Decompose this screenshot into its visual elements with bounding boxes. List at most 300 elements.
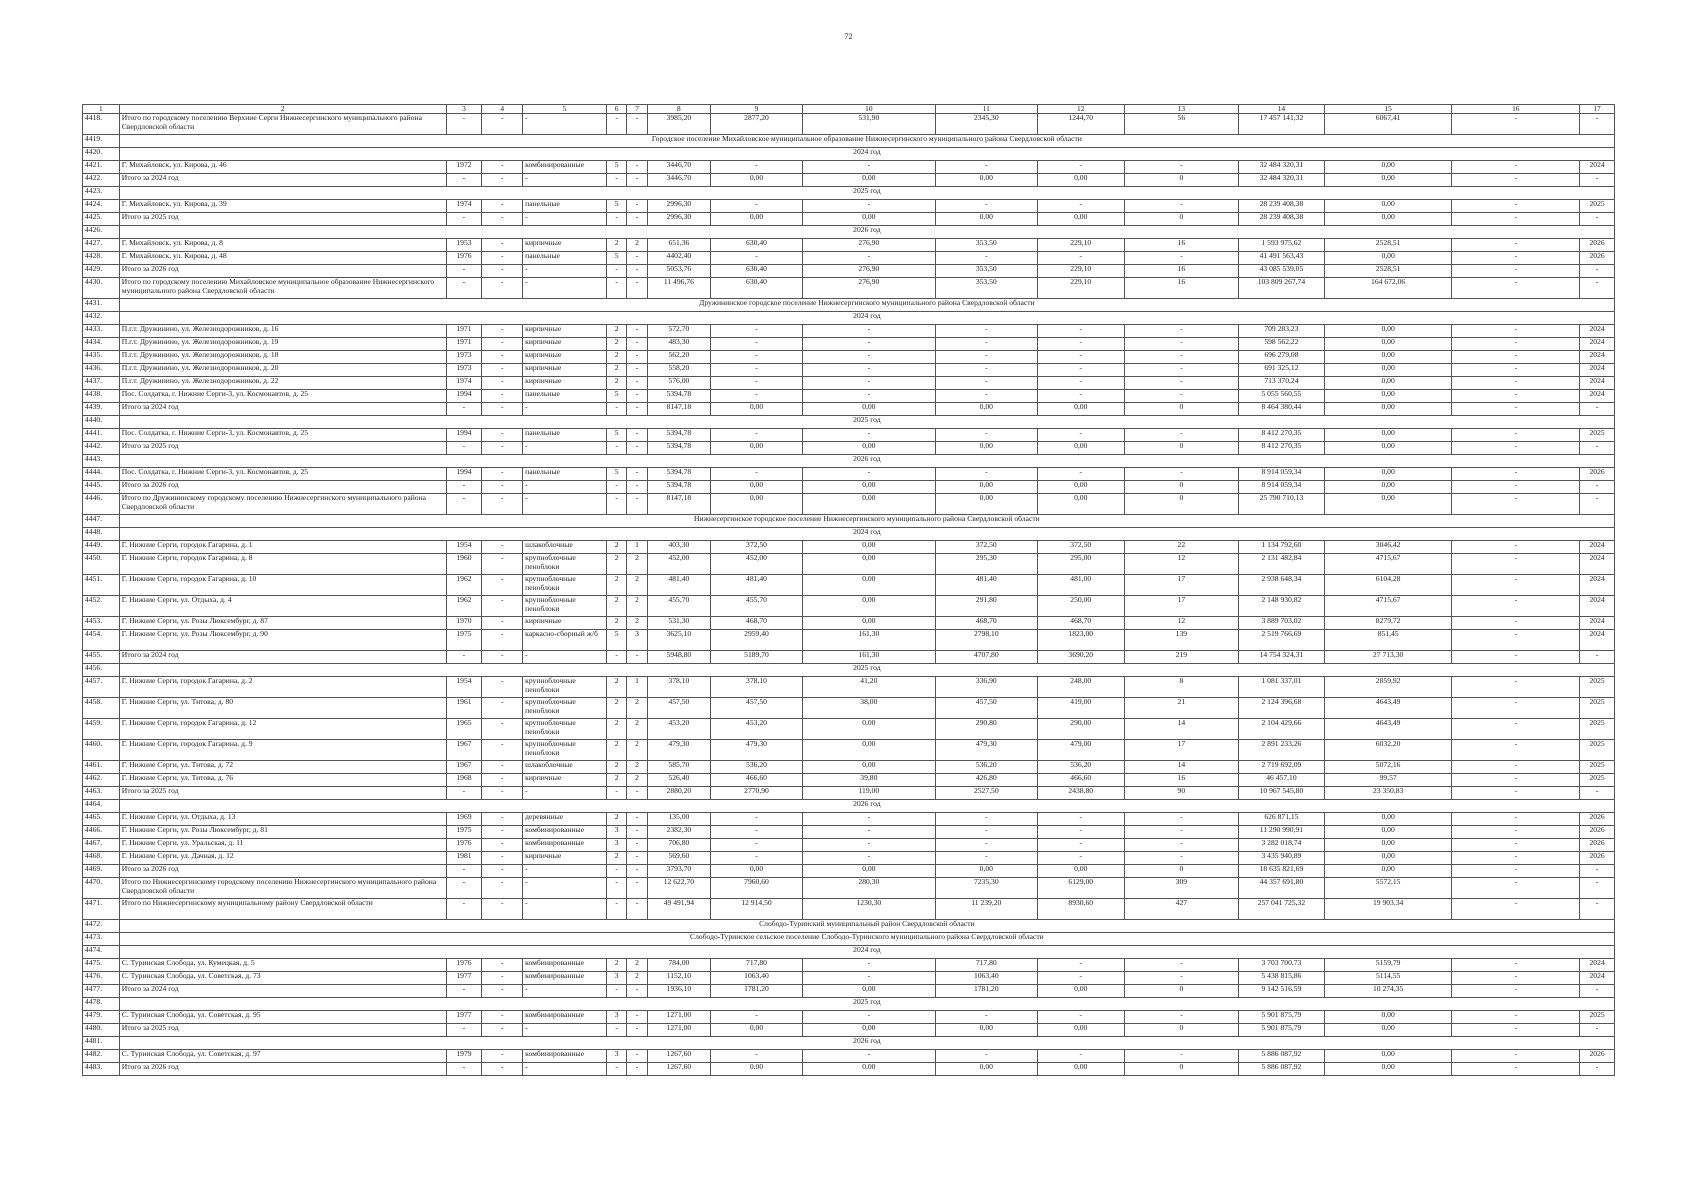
value-cell: 0 bbox=[1124, 985, 1238, 998]
value-cell: 2024 bbox=[1580, 325, 1615, 338]
value-cell: 2770,90 bbox=[711, 787, 803, 800]
value-cell: - bbox=[1452, 651, 1580, 664]
wall-material-cell: - bbox=[523, 278, 607, 299]
value-cell: 2 bbox=[627, 698, 647, 719]
value-cell: - bbox=[1580, 787, 1615, 800]
value-cell: 0,00 bbox=[711, 403, 803, 416]
value-cell: 0,00 bbox=[711, 174, 803, 187]
value-cell: 2798,10 bbox=[935, 630, 1037, 651]
value-cell: 481,40 bbox=[711, 575, 803, 596]
value-cell: 709 283,23 bbox=[1239, 325, 1325, 338]
wall-material-cell: кирпичные bbox=[523, 377, 607, 390]
wall-material-cell: кирпичные bbox=[523, 351, 607, 364]
value-cell: - bbox=[446, 651, 482, 664]
value-cell: 0,00 bbox=[1037, 1024, 1124, 1037]
value-cell: 1781,20 bbox=[935, 985, 1037, 998]
row-number: 4461. bbox=[83, 761, 120, 774]
value-cell: 0,00 bbox=[802, 761, 935, 774]
value-cell: - bbox=[1124, 429, 1238, 442]
address-cell: С. Туринская Слобода, ул. Кумецкая, д. 5 bbox=[119, 959, 446, 972]
value-cell: 2024 bbox=[1580, 377, 1615, 390]
value-cell: - bbox=[482, 390, 523, 403]
value-cell: 0,00 bbox=[1037, 865, 1124, 878]
value-cell: - bbox=[606, 1063, 626, 1076]
section-row bbox=[83, 946, 1615, 959]
address-cell: Пос. Солдатка, г. Нижние Серги-3, ул. Космонавтов, д. 25 bbox=[119, 390, 446, 403]
value-cell: - bbox=[606, 899, 626, 920]
value-cell: 2024 bbox=[1580, 596, 1615, 617]
row-number: 4474. bbox=[83, 946, 120, 959]
value-cell: - bbox=[482, 213, 523, 226]
value-cell: - bbox=[711, 839, 803, 852]
value-cell: - bbox=[446, 787, 482, 800]
value-cell: - bbox=[627, 852, 647, 865]
table-row bbox=[83, 1063, 1615, 1076]
value-cell: 0,00 bbox=[1037, 442, 1124, 455]
value-cell: 1230,30 bbox=[802, 899, 935, 920]
value-cell: 1976 bbox=[446, 959, 482, 972]
value-cell: - bbox=[627, 651, 647, 664]
value-cell: - bbox=[1124, 813, 1238, 826]
address-cell: Итого по городскому поселению Михайловское муниципальное образование Нижнесергинского муниципального района Свердловской области bbox=[119, 278, 446, 299]
value-cell: 0,00 bbox=[802, 481, 935, 494]
value-cell: 17 bbox=[1124, 740, 1238, 761]
value-cell: - bbox=[1452, 390, 1580, 403]
column-number-cell: 4 bbox=[482, 105, 523, 114]
value-cell: 2 bbox=[627, 617, 647, 630]
value-cell: - bbox=[802, 826, 935, 839]
address-cell: Г. Нижние Серги, городок Гагарина, д. 12 bbox=[119, 719, 446, 740]
value-cell: 0,00 bbox=[1324, 1024, 1452, 1037]
value-cell: 2 bbox=[627, 972, 647, 985]
value-cell: - bbox=[711, 325, 803, 338]
value-cell: 0,00 bbox=[802, 213, 935, 226]
value-cell: 1267,60 bbox=[647, 1063, 710, 1076]
value-cell: 295,00 bbox=[1037, 554, 1124, 575]
value-cell: - bbox=[627, 442, 647, 455]
value-cell: - bbox=[446, 1063, 482, 1076]
value-cell: - bbox=[935, 852, 1037, 865]
section-row bbox=[83, 187, 1615, 200]
value-cell: 11 239,20 bbox=[935, 899, 1037, 920]
value-cell: 2025 bbox=[1580, 698, 1615, 719]
value-cell: - bbox=[482, 278, 523, 299]
value-cell: 1975 bbox=[446, 630, 482, 651]
value-cell: 0,00 bbox=[1037, 481, 1124, 494]
row-number: 4476. bbox=[83, 972, 120, 985]
value-cell: 99,57 bbox=[1324, 774, 1452, 787]
value-cell: 2 bbox=[606, 554, 626, 575]
value-cell: - bbox=[482, 541, 523, 554]
value-cell: - bbox=[935, 813, 1037, 826]
value-cell: 851,45 bbox=[1324, 630, 1452, 651]
address-cell: Г. Нижние Серги, ул. Титова, д. 76 bbox=[119, 774, 446, 787]
row-number: 4449. bbox=[83, 541, 120, 554]
value-cell: 2527,50 bbox=[935, 787, 1037, 800]
value-cell: 2024 bbox=[1580, 972, 1615, 985]
value-cell: - bbox=[482, 265, 523, 278]
value-cell: 1271,00 bbox=[647, 1011, 710, 1024]
address-cell: П.г.т. Дружинино, ул. Железнодорожников, д. 20 bbox=[119, 364, 446, 377]
value-cell: 0,00 bbox=[935, 494, 1037, 515]
value-cell: 2 bbox=[606, 774, 626, 787]
value-cell: - bbox=[1452, 761, 1580, 774]
value-cell: 0,00 bbox=[802, 596, 935, 617]
column-number-cell: 16 bbox=[1452, 105, 1580, 114]
value-cell: 0,00 bbox=[802, 174, 935, 187]
wall-material-cell: шлакоблочные bbox=[523, 541, 607, 554]
section-title: 2025 год bbox=[119, 187, 1614, 200]
table-row bbox=[83, 651, 1615, 664]
value-cell: 2 bbox=[606, 338, 626, 351]
wall-material-cell: крупноблочные пеноблоки bbox=[523, 719, 607, 740]
row-number: 4477. bbox=[83, 985, 120, 998]
value-cell: 18 635 821,69 bbox=[1239, 865, 1325, 878]
value-cell: - bbox=[1452, 239, 1580, 252]
value-cell: - bbox=[935, 364, 1037, 377]
value-cell: 1976 bbox=[446, 839, 482, 852]
value-cell: 5394,78 bbox=[647, 481, 710, 494]
value-cell: 5394,78 bbox=[647, 429, 710, 442]
value-cell: 164 672,06 bbox=[1324, 278, 1452, 299]
value-cell: 0,00 bbox=[1324, 494, 1452, 515]
address-cell: Итого за 2024 год bbox=[119, 651, 446, 664]
value-cell: 32 484 320,31 bbox=[1239, 174, 1325, 187]
address-cell: Итого за 2026 год bbox=[119, 865, 446, 878]
table-row bbox=[83, 161, 1615, 174]
value-cell: 290,00 bbox=[1037, 719, 1124, 740]
value-cell: - bbox=[606, 481, 626, 494]
section-row bbox=[83, 455, 1615, 468]
value-cell: 46 457,10 bbox=[1239, 774, 1325, 787]
value-cell: 2025 bbox=[1580, 200, 1615, 213]
section-row bbox=[83, 1037, 1615, 1050]
value-cell: - bbox=[606, 985, 626, 998]
value-cell: - bbox=[627, 351, 647, 364]
value-cell: - bbox=[627, 114, 647, 135]
value-cell: - bbox=[482, 364, 523, 377]
value-cell: - bbox=[1452, 972, 1580, 985]
value-cell: - bbox=[627, 265, 647, 278]
value-cell: 8 bbox=[1124, 677, 1238, 698]
value-cell: - bbox=[802, 200, 935, 213]
value-cell: 2025 bbox=[1580, 677, 1615, 698]
value-cell: - bbox=[1037, 839, 1124, 852]
value-cell: - bbox=[482, 617, 523, 630]
value-cell: - bbox=[935, 468, 1037, 481]
value-cell: - bbox=[627, 494, 647, 515]
value-cell: 2024 bbox=[1580, 351, 1615, 364]
wall-material-cell: комбинированные bbox=[523, 839, 607, 852]
value-cell: 309 bbox=[1124, 878, 1238, 899]
value-cell: 2 bbox=[606, 575, 626, 596]
wall-material-cell: комбинированные bbox=[523, 826, 607, 839]
value-cell: 2 bbox=[627, 740, 647, 761]
row-number: 4460. bbox=[83, 740, 120, 761]
table-row bbox=[83, 596, 1615, 617]
row-number: 4468. bbox=[83, 852, 120, 865]
value-cell: 1 081 337,01 bbox=[1239, 677, 1325, 698]
row-number: 4451. bbox=[83, 575, 120, 596]
value-cell: 1823,00 bbox=[1037, 630, 1124, 651]
column-number-cell: 8 bbox=[647, 105, 710, 114]
value-cell: 6067,41 bbox=[1324, 114, 1452, 135]
value-cell: - bbox=[627, 878, 647, 899]
value-cell: 5 bbox=[606, 630, 626, 651]
value-cell: - bbox=[1580, 1024, 1615, 1037]
wall-material-cell: каркасно-сборный ж/б bbox=[523, 630, 607, 651]
value-cell: 3793,70 bbox=[647, 865, 710, 878]
value-cell: - bbox=[482, 1024, 523, 1037]
section-title: 2026 год bbox=[119, 800, 1614, 813]
value-cell: - bbox=[446, 442, 482, 455]
value-cell: 1 134 792,60 bbox=[1239, 541, 1325, 554]
value-cell: - bbox=[935, 1050, 1037, 1063]
value-cell: 290,80 bbox=[935, 719, 1037, 740]
value-cell: - bbox=[606, 114, 626, 135]
value-cell: 8147,18 bbox=[647, 403, 710, 416]
value-cell: 0,00 bbox=[802, 554, 935, 575]
row-number: 4428. bbox=[83, 252, 120, 265]
value-cell: 378,10 bbox=[647, 677, 710, 698]
value-cell: - bbox=[606, 494, 626, 515]
value-cell: 457,50 bbox=[711, 698, 803, 719]
value-cell: 0,00 bbox=[711, 481, 803, 494]
value-cell: 3625,10 bbox=[647, 630, 710, 651]
value-cell: 536,20 bbox=[1037, 761, 1124, 774]
value-cell: 0,00 bbox=[935, 213, 1037, 226]
value-cell: - bbox=[1580, 481, 1615, 494]
table-row bbox=[83, 239, 1615, 252]
value-cell: 14 bbox=[1124, 719, 1238, 740]
value-cell: 2859,92 bbox=[1324, 677, 1452, 698]
wall-material-cell: - bbox=[523, 494, 607, 515]
value-cell: 5 bbox=[606, 252, 626, 265]
address-cell: Г. Нижние Серги, ул. Розы Люксембург, д. 81 bbox=[119, 826, 446, 839]
value-cell: 0,00 bbox=[1037, 494, 1124, 515]
value-cell: 0,00 bbox=[1324, 1011, 1452, 1024]
wall-material-cell: - bbox=[523, 1063, 607, 1076]
table-row bbox=[83, 719, 1615, 740]
value-cell: 1974 bbox=[446, 377, 482, 390]
value-cell: - bbox=[935, 338, 1037, 351]
value-cell: 452,00 bbox=[647, 554, 710, 575]
table-row bbox=[83, 761, 1615, 774]
value-cell: - bbox=[1452, 161, 1580, 174]
value-cell: - bbox=[1124, 959, 1238, 972]
page-number: 72 bbox=[844, 32, 853, 41]
value-cell: 0,00 bbox=[802, 442, 935, 455]
value-cell: - bbox=[711, 468, 803, 481]
section-title: Слободо-Туринский муниципальный район Свердловской области bbox=[119, 920, 1614, 933]
value-cell: - bbox=[606, 213, 626, 226]
value-cell: - bbox=[1580, 213, 1615, 226]
value-cell: 257 041 725,32 bbox=[1239, 899, 1325, 920]
wall-material-cell: - bbox=[523, 213, 607, 226]
value-cell: - bbox=[627, 1050, 647, 1063]
value-cell: 5 bbox=[606, 468, 626, 481]
value-cell: 3 bbox=[606, 839, 626, 852]
value-cell: 5053,76 bbox=[647, 265, 710, 278]
value-cell: 10 967 545,80 bbox=[1239, 787, 1325, 800]
value-cell: 4715,67 bbox=[1324, 554, 1452, 575]
value-cell: 2024 bbox=[1580, 575, 1615, 596]
value-cell: - bbox=[627, 200, 647, 213]
value-cell: 0,00 bbox=[935, 1063, 1037, 1076]
value-cell: 2 bbox=[606, 239, 626, 252]
value-cell: 2024 bbox=[1580, 364, 1615, 377]
table-row bbox=[83, 575, 1615, 596]
table-row bbox=[83, 774, 1615, 787]
value-cell: 2 bbox=[606, 325, 626, 338]
row-number: 4443. bbox=[83, 455, 120, 468]
value-cell: 691 325,12 bbox=[1239, 364, 1325, 377]
value-cell: 1971 bbox=[446, 338, 482, 351]
value-cell: - bbox=[482, 554, 523, 575]
value-cell: - bbox=[482, 698, 523, 719]
row-number: 4463. bbox=[83, 787, 120, 800]
value-cell: - bbox=[482, 239, 523, 252]
value-cell: 3 435 940,89 bbox=[1239, 852, 1325, 865]
value-cell: - bbox=[1124, 972, 1238, 985]
value-cell: 630,40 bbox=[711, 239, 803, 252]
value-cell: 2880,20 bbox=[647, 787, 710, 800]
wall-material-cell: - bbox=[523, 878, 607, 899]
value-cell: 0,00 bbox=[1324, 364, 1452, 377]
table-row bbox=[83, 1050, 1615, 1063]
value-cell: - bbox=[446, 899, 482, 920]
value-cell: 536,20 bbox=[935, 761, 1037, 774]
value-cell: 25 790 710,13 bbox=[1239, 494, 1325, 515]
value-cell: 0,00 bbox=[802, 403, 935, 416]
row-number: 4464. bbox=[83, 800, 120, 813]
value-cell: - bbox=[482, 839, 523, 852]
value-cell: - bbox=[627, 985, 647, 998]
value-cell: - bbox=[802, 468, 935, 481]
value-cell: 2528,51 bbox=[1324, 265, 1452, 278]
value-cell: - bbox=[1124, 252, 1238, 265]
wall-material-cell: комбинированные bbox=[523, 1011, 607, 1024]
value-cell: 717,80 bbox=[711, 959, 803, 972]
value-cell: - bbox=[1452, 325, 1580, 338]
value-cell: 2 bbox=[627, 959, 647, 972]
column-number-cell: 7 bbox=[627, 105, 647, 114]
value-cell: - bbox=[482, 338, 523, 351]
value-cell: - bbox=[802, 338, 935, 351]
section-title: 2025 год bbox=[119, 664, 1614, 677]
value-cell: - bbox=[627, 174, 647, 187]
value-cell: 2 519 766,69 bbox=[1239, 630, 1325, 651]
value-cell: - bbox=[802, 1011, 935, 1024]
row-number: 4425. bbox=[83, 213, 120, 226]
value-cell: - bbox=[627, 899, 647, 920]
table-row bbox=[83, 787, 1615, 800]
wall-material-cell: - bbox=[523, 985, 607, 998]
value-cell: - bbox=[1037, 351, 1124, 364]
value-cell: 1975 bbox=[446, 826, 482, 839]
value-cell: - bbox=[1580, 114, 1615, 135]
row-number: 4445. bbox=[83, 481, 120, 494]
value-cell: - bbox=[1452, 787, 1580, 800]
value-cell: 1781,20 bbox=[711, 985, 803, 998]
value-cell: - bbox=[482, 774, 523, 787]
wall-material-cell: кирпичные bbox=[523, 852, 607, 865]
value-cell: 32 484 320,31 bbox=[1239, 161, 1325, 174]
row-number: 4448. bbox=[83, 528, 120, 541]
address-cell: Итого за 2026 год bbox=[119, 1063, 446, 1076]
value-cell: 1954 bbox=[446, 541, 482, 554]
value-cell: - bbox=[446, 114, 482, 135]
value-cell: 2026 bbox=[1580, 468, 1615, 481]
row-number: 4429. bbox=[83, 265, 120, 278]
value-cell: 1271,00 bbox=[647, 1024, 710, 1037]
value-cell: 419,00 bbox=[1037, 698, 1124, 719]
value-cell: - bbox=[627, 787, 647, 800]
value-cell: 2024 bbox=[1580, 630, 1615, 651]
row-number: 4475. bbox=[83, 959, 120, 972]
value-cell: 0,00 bbox=[711, 865, 803, 878]
row-number: 4483. bbox=[83, 1063, 120, 1076]
value-cell: 2024 bbox=[1580, 390, 1615, 403]
address-cell: Г. Нижние Серги, ул. Дачная, д. 12 bbox=[119, 852, 446, 865]
value-cell: 1962 bbox=[446, 596, 482, 617]
value-cell: - bbox=[606, 174, 626, 187]
row-number: 4441. bbox=[83, 429, 120, 442]
row-number: 4444. bbox=[83, 468, 120, 481]
table-row bbox=[83, 852, 1615, 865]
value-cell: 1961 bbox=[446, 698, 482, 719]
value-cell: - bbox=[711, 1050, 803, 1063]
value-cell: 17 bbox=[1124, 575, 1238, 596]
value-cell: - bbox=[1580, 651, 1615, 664]
value-cell: 0,00 bbox=[1324, 174, 1452, 187]
value-cell: 0,00 bbox=[1324, 839, 1452, 852]
value-cell: 479,00 bbox=[1037, 740, 1124, 761]
table-row bbox=[83, 740, 1615, 761]
value-cell: 2025 bbox=[1580, 1011, 1615, 1024]
value-cell: - bbox=[446, 1024, 482, 1037]
value-cell: - bbox=[1580, 403, 1615, 416]
value-cell: - bbox=[482, 351, 523, 364]
value-cell: 576,00 bbox=[647, 377, 710, 390]
address-cell: Итого за 2025 год bbox=[119, 787, 446, 800]
value-cell: - bbox=[802, 377, 935, 390]
row-number: 4465. bbox=[83, 813, 120, 826]
column-number-cell: 15 bbox=[1324, 105, 1452, 114]
table-row bbox=[83, 442, 1615, 455]
value-cell: 1994 bbox=[446, 429, 482, 442]
value-cell: 0,00 bbox=[711, 1024, 803, 1037]
value-cell: 2024 bbox=[1580, 338, 1615, 351]
value-cell: 0,00 bbox=[711, 442, 803, 455]
value-cell: 2 bbox=[606, 351, 626, 364]
value-cell: 2026 bbox=[1580, 839, 1615, 852]
value-cell: 531,90 bbox=[802, 114, 935, 135]
value-cell: 3 bbox=[627, 630, 647, 651]
wall-material-cell: шлакоблочные bbox=[523, 761, 607, 774]
table-row bbox=[83, 959, 1615, 972]
table-row bbox=[83, 617, 1615, 630]
value-cell: 2025 bbox=[1580, 429, 1615, 442]
value-cell: 2 bbox=[627, 575, 647, 596]
value-cell: 531,30 bbox=[647, 617, 710, 630]
value-cell: 1954 bbox=[446, 677, 482, 698]
value-cell: 1 bbox=[627, 677, 647, 698]
value-cell: 483,30 bbox=[647, 338, 710, 351]
wall-material-cell: - bbox=[523, 114, 607, 135]
value-cell: 1981 bbox=[446, 852, 482, 865]
value-cell: 0 bbox=[1124, 481, 1238, 494]
